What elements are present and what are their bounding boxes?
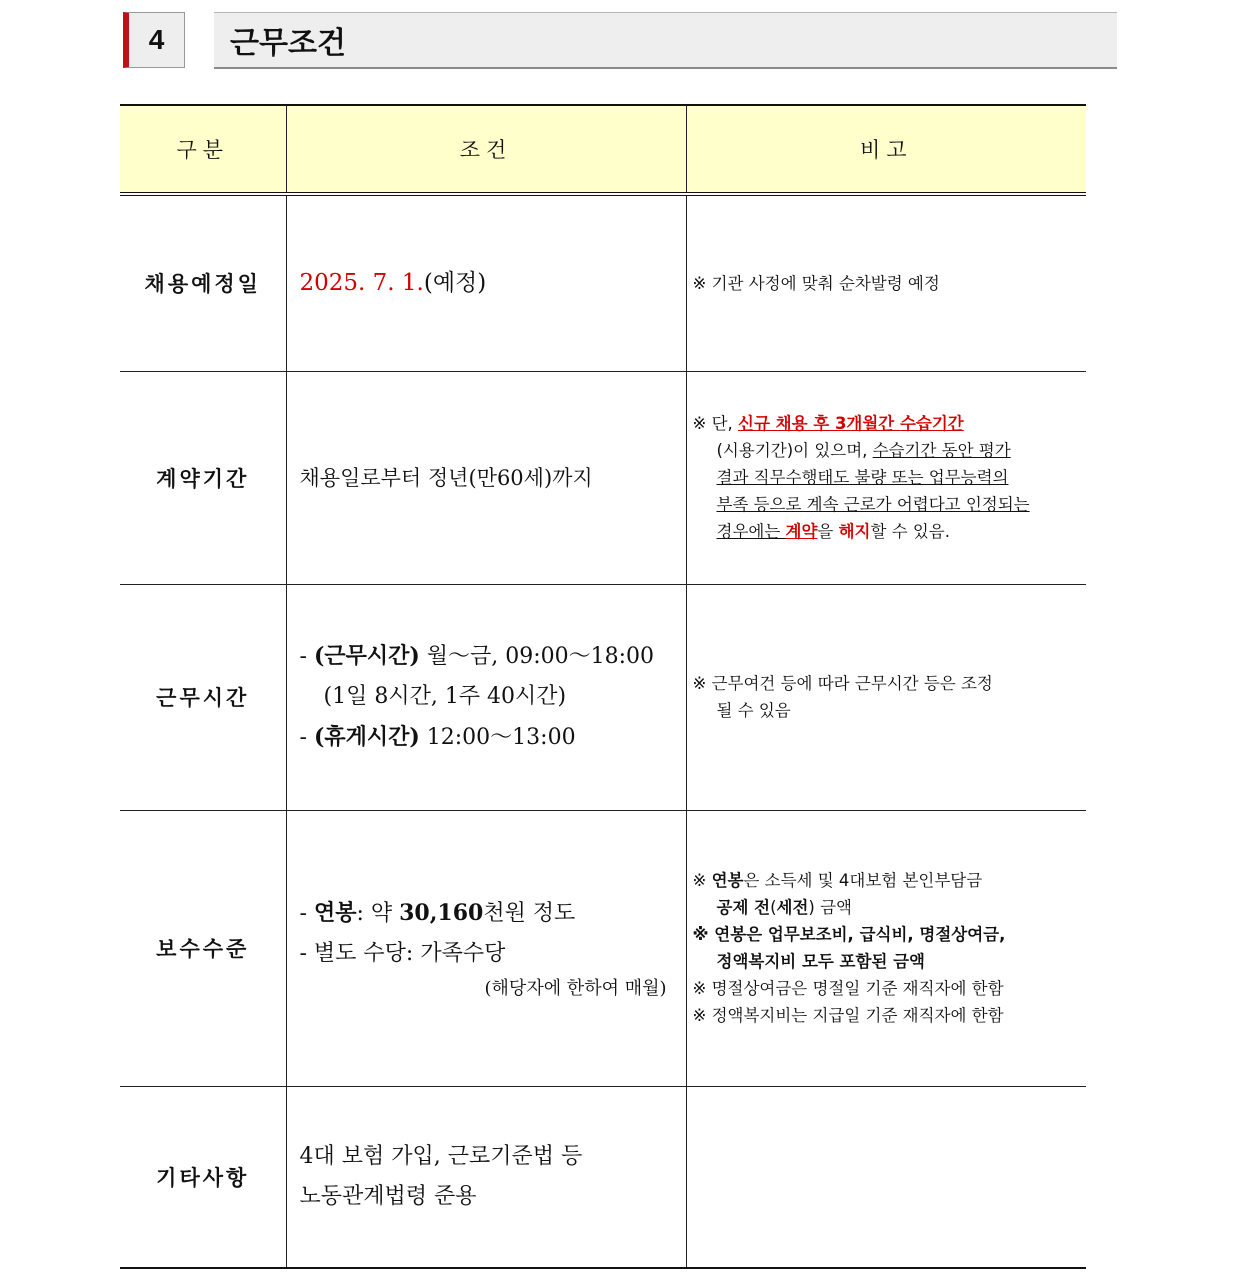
note-underlined: 경우에는	[716, 522, 786, 541]
dash: -	[299, 900, 314, 926]
row-label: 기타사항	[120, 1086, 286, 1268]
hours-note	[686, 584, 1086, 810]
note-line	[693, 414, 964, 433]
table-row-contract	[120, 371, 1086, 584]
salary-label: 연봉	[313, 899, 357, 926]
row-label: 채용예정일	[120, 194, 286, 371]
note-text: 정액복지비는 지급일 기준 재직자에 한함	[711, 1006, 1004, 1025]
note-mark: ※	[692, 1006, 707, 1025]
note-text: 근무여건 등에 따라 근무시간 등은 조정	[711, 674, 993, 693]
etc-condition	[286, 1086, 686, 1268]
note-text: 을	[817, 522, 839, 541]
pay-line: - 별도 수당: 가족수당	[299, 940, 506, 966]
note-line: 부족 등으로 계속 근로가 어렵다고 인정되는	[716, 495, 1030, 514]
dash: -	[299, 644, 314, 669]
note-text: (	[770, 898, 777, 917]
note-text: 은 소득세 및 4대보험 본인부담금	[743, 871, 983, 890]
note-mark: ※	[692, 871, 707, 890]
note-mark: ※	[692, 925, 709, 944]
dash: -	[299, 725, 314, 750]
hours-work-value: 월～금, 09:00～18:00	[419, 644, 655, 669]
section-title: 근무조건	[214, 12, 1117, 69]
contract-note	[686, 371, 1086, 584]
hours-condition	[286, 584, 686, 810]
pay-note	[686, 810, 1086, 1086]
contract-condition: 채용일로부터 정년(만60세)까지	[286, 371, 686, 584]
hours-line: (1일 8시간, 1주 40시간)	[323, 684, 567, 709]
pay-text: 천원 정도	[483, 900, 576, 926]
note-mark: ※	[692, 674, 707, 693]
table-row-pay	[120, 810, 1086, 1086]
note-text: (시용기간)이 있으며,	[716, 441, 873, 460]
row-label: 근무시간	[120, 584, 286, 810]
header-condition: 조건	[286, 105, 686, 194]
note-line	[693, 871, 983, 890]
pay-condition	[286, 810, 686, 1086]
note-text: 연봉은 업무보조비, 급식비, 명절상여금,	[714, 925, 1006, 944]
note-line: 결과 직무수행태도 불량 또는 업무능력의	[716, 468, 1009, 487]
note-text: 할 수 있음.	[870, 522, 950, 541]
table-header-row	[120, 105, 1086, 194]
table-row-start-date	[120, 194, 1086, 371]
note-highlight-contract: 계약	[785, 522, 818, 541]
section-number: 4	[123, 12, 185, 68]
row-label: 계약기간	[120, 371, 286, 584]
etc-line: 노동관계법령 준용	[299, 1183, 477, 1209]
hours-line	[300, 725, 576, 750]
hours-break-value: 12:00～13:00	[419, 725, 576, 750]
start-date-value: 2025. 7. 1.	[299, 270, 424, 297]
note-mark: ※	[692, 273, 707, 293]
note-bold: 공제 전	[716, 898, 771, 917]
note-highlight-termination: 해지	[838, 522, 871, 541]
note-line	[693, 441, 1011, 460]
hours-break-label: (휴게시간)	[313, 724, 420, 750]
header-remarks: 비고	[686, 105, 1086, 194]
note-highlight-probation: 신규 채용 후 3개월간 수습기간	[738, 414, 964, 433]
table-row-hours	[120, 584, 1086, 810]
note-bold: 세전	[776, 898, 809, 917]
note-text: 기관 사정에 맞춰 순차발령 예정	[711, 273, 940, 293]
note-underlined: 수습기간 동안 평가	[872, 441, 1011, 460]
note-line	[693, 522, 950, 541]
note-line: 될 수 있음	[716, 701, 791, 720]
note-text: 명절상여금은 명절일 기준 재직자에 한함	[711, 979, 1004, 998]
note-bold: 연봉	[711, 871, 744, 890]
note-mark: ※	[692, 979, 707, 998]
note-line	[693, 1006, 1004, 1025]
note-line	[693, 674, 993, 693]
start-date-suffix: (예정)	[423, 270, 487, 297]
pay-text: : 약	[356, 900, 400, 926]
salary-amount: 30,160	[399, 899, 484, 926]
work-conditions-table	[120, 104, 1086, 1269]
header-category: 구분	[120, 105, 286, 194]
etc-note	[686, 1086, 1086, 1268]
note-line	[693, 925, 1006, 944]
etc-line: 4대 보험 가입, 근로기준법 등	[299, 1143, 583, 1169]
note-text: )	[808, 898, 815, 917]
hours-line	[300, 644, 655, 669]
note-mark: ※	[692, 414, 707, 433]
note-line: 정액복지비 모두 포함된 금액	[716, 952, 926, 971]
note-line	[693, 898, 852, 917]
pay-line	[300, 901, 576, 926]
hours-work-label: (근무시간)	[313, 643, 420, 669]
note-text: 금액	[814, 898, 852, 917]
note-text: 단,	[711, 414, 739, 433]
pay-subnote: (해당자에 한하여 매월)	[484, 977, 667, 999]
row-label: 보수수준	[120, 810, 286, 1086]
table-row-etc	[120, 1086, 1086, 1268]
note-line	[693, 979, 1004, 998]
start-date-note	[686, 194, 1086, 371]
start-date-condition	[286, 194, 686, 371]
